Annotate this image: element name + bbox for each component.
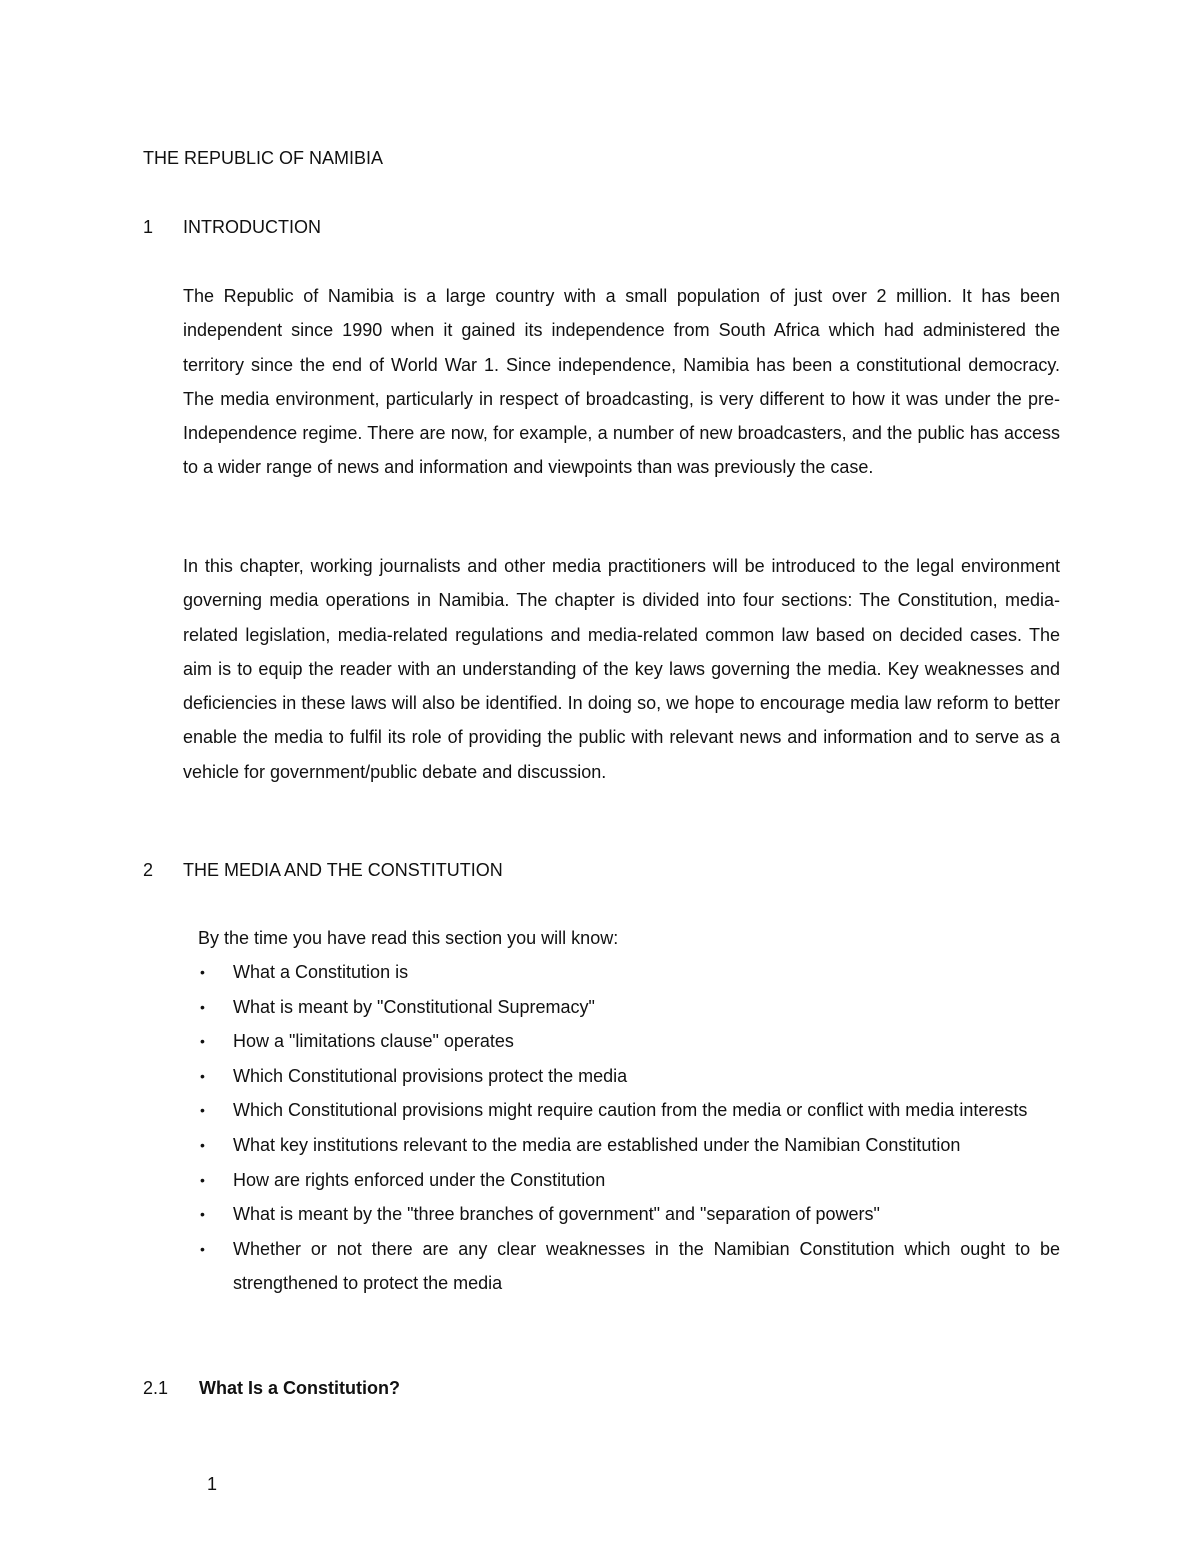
list-item bbox=[198, 1024, 1060, 1059]
document-title: THE REPUBLIC OF NAMIBIA bbox=[143, 148, 384, 168]
section-2-1-heading bbox=[143, 1376, 400, 1400]
list-item bbox=[198, 1163, 1060, 1198]
bullet-icon: • bbox=[200, 1136, 205, 1153]
section-number: 2.1 bbox=[143, 1378, 169, 1398]
list-item-text: What is meant by "Constitutional Supremacy" bbox=[233, 996, 595, 1017]
section-title: THE MEDIA AND THE CONSTITUTION bbox=[183, 860, 503, 880]
list-item bbox=[198, 1128, 1060, 1163]
list-item-text: Which Constitutional provisions might require caution from the media or conflict with media interests bbox=[233, 1100, 1028, 1121]
list-item-text: Whether or not there are any clear weaknesses in the Namibian Constitution which ought to be strengthened to protect the media bbox=[233, 1238, 1060, 1294]
bullet-icon: • bbox=[200, 964, 205, 980]
bullet-icon: • bbox=[200, 1240, 205, 1257]
intro-paragraph-2: In this chapter, working journalists and other media practitioners will be introduced to the legal environment governing media operations in Namibia. The chapter is divided into four sections: The Constitution, media-related legislation, media-related regulations and media-related common law based on decided cases. The aim is to equip the reader with an understanding of the key laws governing the media. Key weaknesses and deficiencies in these laws will also be identified. In doing so, we hope to encourage media law reform to better enable the media to fulfil its role of providing the public with relevant news and information and to serve as a vehicle for government/public debate and discussion. bbox=[183, 556, 1060, 782]
page-number: 1 bbox=[207, 1474, 218, 1494]
list-item-text: What is meant by the "three branches of government" and "separation of powers" bbox=[233, 1204, 880, 1225]
list-item bbox=[198, 1197, 1060, 1232]
section-title: What Is a Constitution? bbox=[199, 1378, 400, 1398]
learning-objectives-list bbox=[198, 955, 1060, 1301]
list-item bbox=[198, 1059, 1060, 1094]
list-item-text: How are rights enforced under the Constitution bbox=[233, 1169, 606, 1190]
bullet-icon: • bbox=[200, 1033, 205, 1050]
list-item bbox=[198, 955, 1060, 990]
list-item-text: What a Constitution is bbox=[233, 962, 409, 982]
bullet-icon: • bbox=[200, 1067, 205, 1084]
section-number: 2 bbox=[143, 860, 154, 880]
section-title: INTRODUCTION bbox=[183, 217, 321, 237]
list-item bbox=[198, 1232, 1060, 1301]
section-2-heading bbox=[143, 858, 503, 882]
list-item bbox=[198, 1093, 1060, 1128]
list-item-text: How a "limitations clause" operates bbox=[233, 1031, 514, 1052]
list-item-text: What key institutions relevant to the media are established under the Namibian Constitution bbox=[233, 1134, 961, 1155]
intro-paragraph-1: The Republic of Namibia is a large country with a small population of just over 2 million. It has been independent since 1990 when it gained its independence from South Africa which had administered the territory since the end of World War 1. Since independence, Namibia has been a constitutional democracy. The media environment, particularly in respect of broadcasting, is very different to how it was under the pre-Independence regime. There are now, for example, a number of new broadcasters, and the public has access to a wider range of news and information and viewpoints than was previously the case. bbox=[183, 286, 1060, 478]
bullet-icon: • bbox=[200, 998, 205, 1015]
section-2-intro: By the time you have read this section you will know: bbox=[198, 928, 619, 948]
bullet-icon: • bbox=[200, 1102, 205, 1119]
bullet-icon: • bbox=[200, 1171, 205, 1188]
section-number: 1 bbox=[143, 217, 154, 237]
bullet-icon: • bbox=[200, 1206, 205, 1223]
list-item bbox=[198, 990, 1060, 1025]
section-1-heading bbox=[143, 215, 321, 239]
list-item-text: Which Constitutional provisions protect the media bbox=[233, 1065, 628, 1086]
